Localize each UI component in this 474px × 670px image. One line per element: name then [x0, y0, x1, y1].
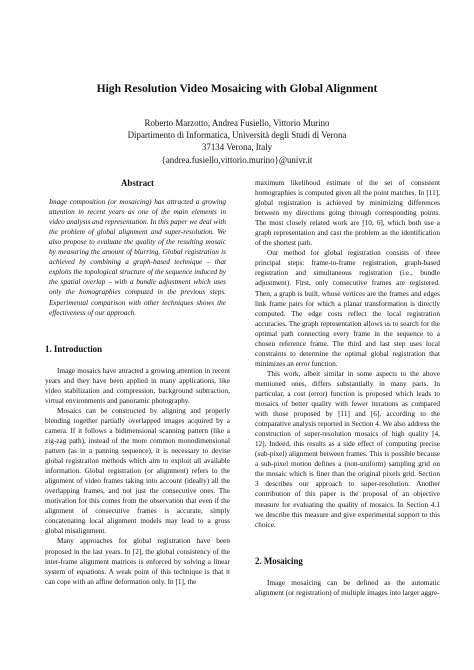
- author-email: {andrea.fusiello,vittorio.murino}@univr.it: [161, 154, 313, 165]
- intro-paragraph-1: Image mosaics have attracted a growing attention in recent years and they have been applied in many applications, like video stabilization and compression, background subtraction, virtual environments and panoramic photography.: [45, 366, 230, 405]
- right-column: [255, 178, 440, 598]
- section-heading-mosaicing: 2. Mosaicing: [255, 555, 303, 566]
- author-block: [0, 117, 474, 166]
- intro-paragraph-4: Our method for global registration consists of three principal steps: frame-to-frame registration, graph-based registration and simultaneous registration (i.e., bundle adjustment). First, only consecutive frames are registered. Then, a graph is built, whose vertices are the frames and edges link frame pairs for which a planar transformation is directly computed. The edge costs reflect the local registration accuracies. The graph representation allows us to search for the optimal path connecting every frame in the sequence to a chosen reference frame. The third and last step uses local constraints to determine the optimal global registration that minimizes an error function.: [255, 249, 440, 368]
- intro-paragraph-5: This work, albeit similar in some aspects to the above mentioned ones, differs substantially in many parts. In particular, a cost (error) function is proposed which leads to mosaics of better quality with fewer iterations as compared with those proposed by [11] and [6], according to the comparative analysis reported in Section 4. We also address the construction of super-resolution mosaics of high quality [4, 12]. Indeed, this results as a side effect of computing precise (sub-pixel) alignment between frames. This is possible because a sub-pixel motion defines a (non-uniform) sampling grid on the mosaic which is finer than the original pixels grid. Section 3 describes our approach to super-resolution. Another contribution of this paper is the proposal of an objective measure for evaluating the quality of mosaics. In Section 4.1 we describe this measure and give experimental support to this choice.: [255, 369, 440, 529]
- section-heading-introduction: 1. Introduction: [45, 343, 103, 354]
- intro-paragraph-2: Mosaics can be constructed by aligning and properly blending together partially overlapped images acquired by a camera. If it follows a bidimensional scanning pattern (like a zig-zag path), instead of the more common monodimensional pattern (as in a panning sequence), it is necessary to devise global registration methods which aim to exploit all available information. Global registration (or alignment) refers to the alignment of video frames taking into account (ideally) all the overlapping frames, and not just the consecutive ones. The motivation for this comes from the observation that even if the alignment of consecutive frames is accurate, simply concatenating local alignment models may lead to a gross global misalignment.: [45, 406, 230, 536]
- affiliation: Dipartimento di Informatica, Università degli Studi di Verona: [127, 130, 347, 141]
- author-names: Roberto Marzotto, Andrea Fusiello, Vittorio Murino: [144, 118, 330, 128]
- paper-title: High Resolution Video Mosaicing with Global Alignment: [96, 82, 378, 95]
- abstract-text: Image composition (or mosaicing) has attracted a growing attention in recent years as one of the main elements in video analysis and representation. In this paper we deal with the problem of global alignment and super-resolution. We also propose to evaluate the quality of the resulting mosaic by measuring the amount of blurring. Global registration is achieved by combining a graph-based technique – that exploits the topological structure of the sequence induced by the spatial overlap – with a bundle adjustment which uses only the homographies computed in the previous steps. Experimental comparison with other techniques shows the effectiveness of our approach.: [49, 198, 226, 317]
- left-column: [45, 178, 230, 587]
- intro-paragraph-3: Many approaches for global registration have been proposed in the last years. In [2], the global consistency of the inter-frame alignment matrices is enforced by solving a linear system of equations. A weak point of this technique is that it can cope with an affine deformation only. In [1], the: [45, 537, 230, 586]
- address: 37134 Verona, Italy: [201, 142, 273, 153]
- abstract-heading: Abstract: [120, 178, 155, 188]
- mosaicing-paragraph-1: Image mosaicing can be defined as the automatic alignment (or registration) of multiple images into larger aggre-: [255, 578, 440, 597]
- intro-paragraph-3-continued: maximum likelihood estimate of the set of consistent homographies is computed given all the point matches. In [11], global registration is achieved by minimizing differences between my directions going through corresponding points. The most closely related work are [10, 6], which both use a graph representation and cast the problem as the identification of the shortest path.: [255, 179, 440, 248]
